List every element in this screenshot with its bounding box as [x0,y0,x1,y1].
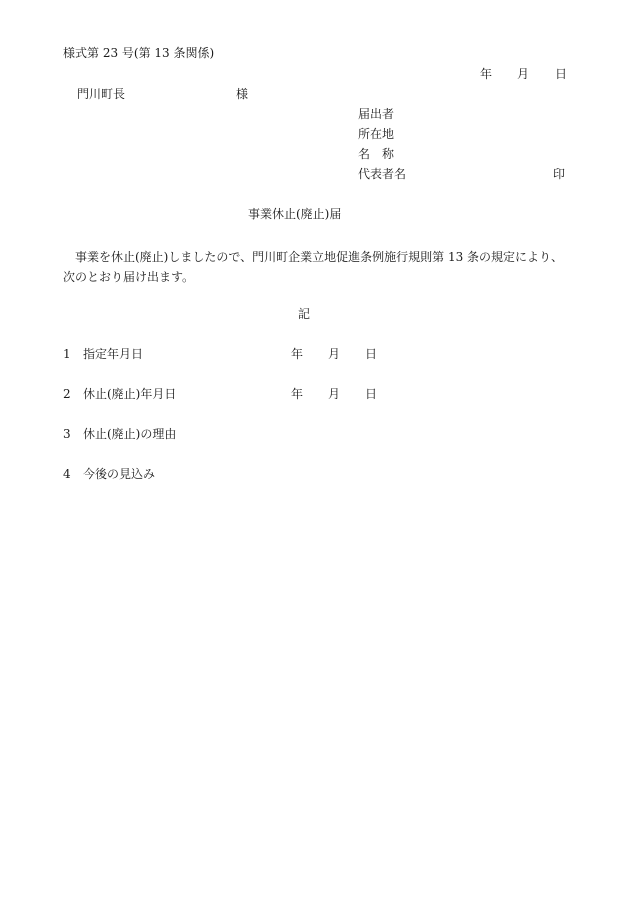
item-1-year: 年 [291,347,304,361]
item-1-month: 月 [328,347,341,361]
form-number: 様式第 23 号(第 13 条関係) [63,46,215,60]
item-1-number: 1 [63,347,71,361]
item-3-number: 3 [63,427,71,441]
item-2-year: 年 [291,387,304,401]
applicant-label: 届出者 [358,107,395,121]
item-1-day: 日 [365,347,378,361]
item-1-label: 指定年月日 [83,347,144,361]
date-month-label: 月 [517,67,530,81]
date-year-label: 年 [480,67,493,81]
item-2-month: 月 [328,387,341,401]
body-paragraph: 事業を休止(廃止)しましたので、門川町企業立地促進条例施行規則第 13 条の規定により、次のとおり届け出ます。 [63,250,564,284]
item-2-day: 日 [365,387,378,401]
item-4-number: 4 [63,467,71,481]
item-2-number: 2 [63,387,71,401]
addressee-name: 門川町長 [77,87,126,101]
applicant-address-label: 所在地 [358,127,395,141]
seal-mark: 印 [553,167,566,181]
date-day-label: 日 [555,67,568,81]
applicant-representative-label: 代表者名 [358,167,407,181]
item-2-label: 休止(廃止)年月日 [83,387,177,401]
document-title: 事業休止(廃止)届 [248,207,342,221]
ki-heading: 記 [298,307,311,321]
applicant-name-label: 名 称 [358,147,395,161]
item-3-label: 休止(廃止)の理由 [83,427,177,441]
addressee-honorific: 様 [236,87,249,101]
item-4-label: 今後の見込み [83,467,156,481]
